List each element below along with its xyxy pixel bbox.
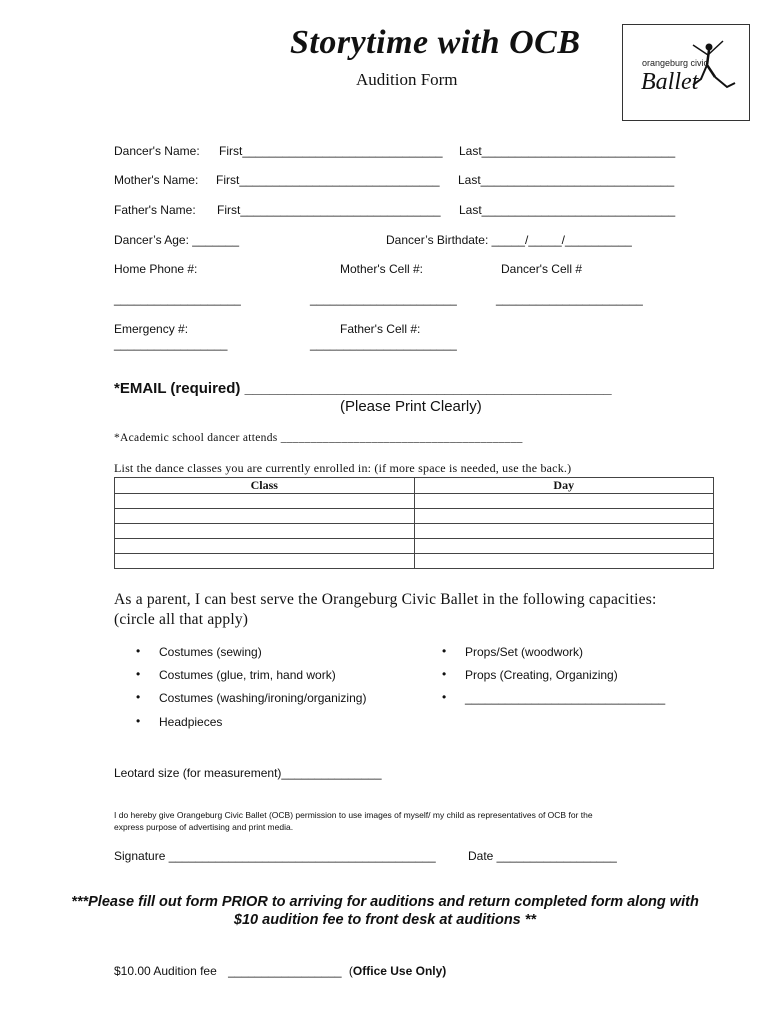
permission-text-line1: I do hereby give Orangeburg Civic Ballet (OCB) permission to use images of myself/ my child as representatives of OCB for the [114, 810, 593, 820]
class-column-header: Class [115, 478, 415, 494]
table-header-row [115, 478, 714, 494]
capacity-option[interactable]: Props (Creating, Organizing) [465, 668, 618, 682]
mother-cell-field[interactable]: ______________________ [310, 292, 457, 306]
capacity-other-field[interactable]: ______________________________ [465, 691, 666, 705]
class-cell[interactable] [115, 509, 415, 524]
bullet-icon: • [442, 667, 447, 681]
table-row[interactable] [115, 539, 714, 554]
table-row[interactable] [115, 494, 714, 509]
school-field[interactable]: *Academic school dancer attends ________________________________________ [114, 432, 523, 444]
day-cell[interactable] [414, 494, 714, 509]
office-use-paren: ( [348, 964, 353, 978]
table-row[interactable] [115, 509, 714, 524]
bullet-icon: • [442, 690, 447, 704]
logo-org-name: orangeburg civic [642, 58, 709, 68]
classes-table [114, 477, 714, 569]
dancer-cell-field[interactable]: ______________________ [496, 292, 643, 306]
mother-cell-label: Mother's Cell #: [340, 262, 423, 276]
email-note: (Please Print Clearly) [340, 398, 482, 415]
father-cell-label: Father's Cell #: [340, 322, 421, 336]
emergency-label: Emergency #: [114, 322, 189, 336]
bullet-icon: • [442, 644, 447, 658]
office-use-note: Office Use Only) [352, 964, 447, 978]
bullet-icon: • [136, 714, 141, 728]
table-row[interactable] [115, 554, 714, 569]
capacity-option[interactable]: Costumes (washing/ironing/organizing) [159, 691, 367, 705]
permission-text-line2: express purpose of advertising and print media. [114, 822, 294, 832]
capacity-option[interactable]: Props/Set (woodwork) [465, 645, 584, 659]
bullet-icon: • [136, 644, 141, 658]
form-subtitle: Audition Form [356, 70, 458, 89]
father-cell-field[interactable]: ______________________ [310, 337, 457, 351]
capacity-option[interactable]: Costumes (glue, trim, hand work) [159, 668, 336, 682]
day-cell[interactable] [414, 524, 714, 539]
audition-fee-row [114, 964, 446, 978]
parent-intro: As a parent, I can best serve the Orangeburg Civic Ballet in the following capacities: [114, 591, 657, 608]
dancer-cell-label: Dancer's Cell # [501, 262, 582, 276]
capacity-option[interactable]: Headpieces [159, 715, 223, 729]
day-column-header: Day [414, 478, 714, 494]
dancer-birthdate-field[interactable]: Dancer’s Birthdate: _____/_____/__________ [386, 233, 632, 247]
ocb-logo [622, 24, 750, 121]
logo-ballet-word: Ballet [641, 69, 699, 95]
audition-fee-label: $10.00 Audition fee [114, 964, 217, 978]
class-cell[interactable] [115, 494, 415, 509]
classes-intro: List the dance classes you are currently enrolled in: (if more space is needed, use the back.) [114, 461, 572, 475]
submission-notice-line1: ***Please fill out form PRIOR to arriving for auditions and return completed form along with [71, 894, 699, 910]
submission-notice-line2: $10 audition fee to front desk at auditions ** [233, 912, 537, 928]
mother-name-label: Mother's Name: [114, 173, 199, 187]
signature-field[interactable]: Signature ________________________________________ [114, 849, 436, 863]
dancer-age-field[interactable]: Dancer’s Age: _______ [114, 233, 239, 247]
mother-first-field[interactable]: First______________________________ [216, 173, 440, 187]
bullet-icon: • [136, 690, 141, 704]
home-phone-label: Home Phone #: [114, 262, 198, 276]
leotard-size-field[interactable]: Leotard size (for measurement)_______________ [114, 766, 382, 780]
dancer-name-label: Dancer's Name: [114, 144, 200, 158]
capacity-option[interactable]: Costumes (sewing) [159, 645, 262, 659]
day-cell[interactable] [414, 539, 714, 554]
day-cell[interactable] [414, 509, 714, 524]
class-cell[interactable] [115, 524, 415, 539]
father-last-field[interactable]: Last_____________________________ [459, 203, 676, 217]
form-title: Storytime with OCB [290, 24, 581, 61]
father-name-label: Father's Name: [114, 203, 196, 217]
father-first-field[interactable]: First______________________________ [217, 203, 441, 217]
dancer-first-field[interactable]: First______________________________ [219, 144, 443, 158]
mother-last-field[interactable]: Last_____________________________ [458, 173, 675, 187]
date-field[interactable]: Date __________________ [468, 849, 617, 863]
home-phone-field[interactable]: ___________________ [114, 292, 241, 306]
dancer-last-field[interactable]: Last_____________________________ [459, 144, 676, 158]
class-cell[interactable] [115, 554, 415, 569]
day-cell[interactable] [414, 554, 714, 569]
class-cell[interactable] [115, 539, 415, 554]
audition-fee-field[interactable]: _________________ [228, 964, 342, 978]
table-row[interactable] [115, 524, 714, 539]
emergency-field[interactable]: _________________ [114, 337, 228, 351]
bullet-icon: • [136, 667, 141, 681]
parent-intro-note: (circle all that apply) [114, 611, 249, 628]
email-field[interactable]: *EMAIL (required) ____________________________________________ [114, 380, 612, 397]
